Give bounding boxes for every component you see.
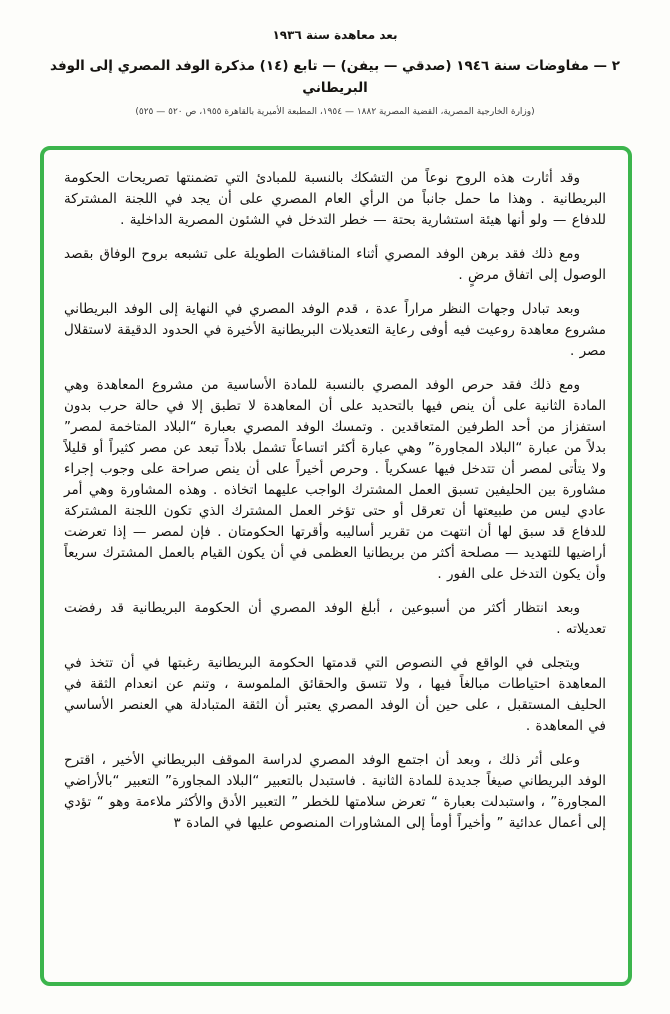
paragraph: وقد أثارت هذه الروح نوعاً من التشكك بالنسبة للمبادئ التي تضمنتها تصريحات الحكومة البريطانية . وهذا ما حمل جانباً من الرأي العام المصري على أن يجد في اللجنة المشتركة للدفاع — ولو أنها هيئة استشارية بحتة — خطر التدخل في الشئون المصرية الداخلية . bbox=[64, 170, 606, 228]
running-title: بعد معاهدة سنة ١٩٣٦ bbox=[272, 28, 398, 42]
paragraph: وبعد تبادل وجهات النظر مراراً عدة ، قدم الوفد المصري في النهاية إلى الوفد البريطاني مشروع معاهدة روعيت فيه أوفى رعاية التعديلات البريطانية الأخيرة في الحدود الدقيقة لاستقلال مصر . bbox=[64, 301, 606, 359]
source-note: (وزارة الخارجية المصرية، القضية المصرية ١٨٨٢ — ١٩٥٤، المطبعة الأميرية بالقاهرة ١٩٥٥، ص ٥٢٠ — ٥٢٥) bbox=[135, 107, 535, 118]
document-body bbox=[64, 168, 606, 834]
paragraph: ومع ذلك فقد برهن الوفد المصري أثناء المناقشات الطويلة على تشبعه بروح الوفاق بقصد الوصول إلى اتفاق مرضٍ . bbox=[64, 246, 606, 283]
document-title: ٢ — مفاوضات سنة ١٩٤٦ (صدقي — بيفن) — تابع (١٤) مذكرة الوفد المصري إلى الوفد البريطاني bbox=[50, 58, 620, 96]
paragraph: وعلى أثر ذلك ، وبعد أن اجتمع الوفد المصري لدراسة الموقف البريطاني الأخير ، اقترح الوفد البريطاني صيغاً جديدة للمادة الثانية . فاستبدل بالتعبير “البلاد المجاورة” التعبير “بالأراضي المجاورة” ، واستبدلت بعبارة “ تعرض سلامتها للخطر ” التعبير الأدق والأكثر ملاءمة وهو “ تؤدي إلى أعمال عدائية ” وأخيراً أومأ إلى المشاورات المنصوص عليها في المادة ٣ bbox=[64, 752, 606, 831]
paragraph: ويتجلى في الواقع في النصوص التي قدمتها الحكومة البريطانية رغبتها في أن تتخذ في المعاهدة احتياطات مبالغاً فيها ، ولا تتسق والحقائق الملموسة ، وتنم عن انعدام الثقة في الحليف المستقبل ، على حين أن الوفد المصري يعتبر أن الثقة المتبادلة هي العنصر الأساسي في المعاهدة . bbox=[64, 655, 606, 734]
highlight-border-box bbox=[40, 146, 632, 986]
page-header bbox=[0, 0, 670, 117]
paragraph: ومع ذلك فقد حرص الوفد المصري بالنسبة للمادة الأساسية من مشروع المعاهدة وهي المادة الثانية على أن ينص فيها بالتحديد على أن المعاهدة لا تطبق إلا في حالة حرب بدون استفزاز من أحد الطرفين المتعاقدين . وتمسك الوفد المصري بعبارة “البلاد المتاخمة لمصر” بدلاً من عبارة “البلاد المجاورة” وهي عبارة أكثر اتساعاً تشمل بلاداً تبعد عن مصر كثيراً أو قليلاً ولا يتأتى لمصر أن تتدخل فيها عسكرياً . وحرص أخيراً على أن ينص صراحة على وجوب إجراء مشاورة بين الحليفين تسبق العمل المشترك الواجب عليهما اتخاذه . وهذه المشاورة وهي أمر عادي ليس من طبيعتها أن تعرقل أو حتى تؤخر العمل المشترك الذي تكون اللجنة المشتركة للدفاع قد سبق لها أن انتهت من تقرير أساليبه وأقرتها الحكومتان . فإن لمصر — إذا تعرضت أراضيها للتهديد — مصلحة أكثر من بريطانيا العظمى في أن يكون القيام بالعمل المشترك سريعاً وأن يكون التدخل على الفور . bbox=[64, 377, 606, 582]
paragraph: وبعد انتظار أكثر من أسبوعين ، أبلغ الوفد المصري أن الحكومة البريطانية قد رفضت تعديلاته . bbox=[64, 600, 606, 637]
